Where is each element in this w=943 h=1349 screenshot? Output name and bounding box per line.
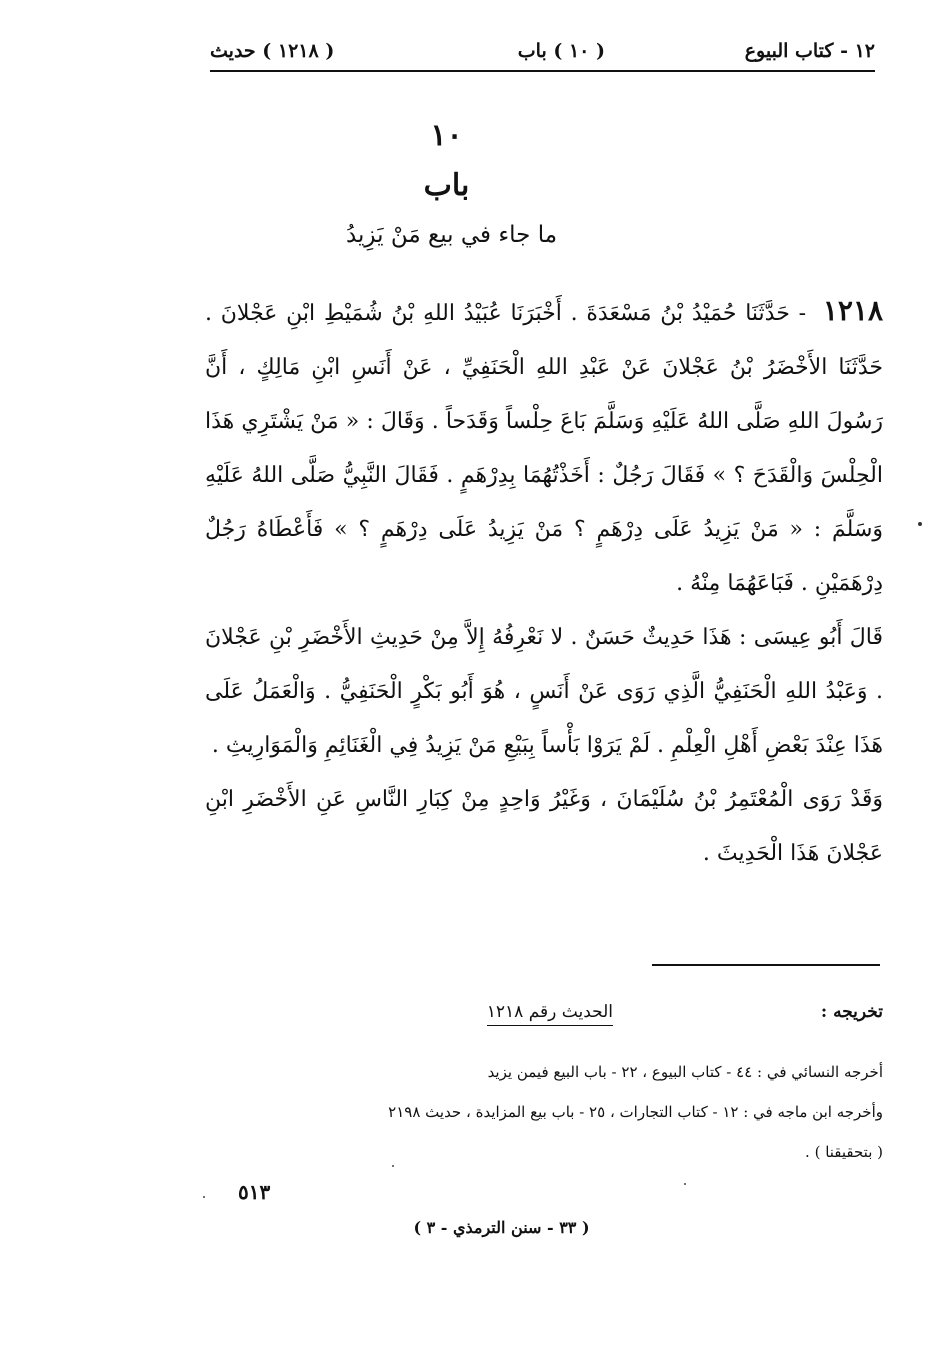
running-head-chapter: ( ١٠ ) باب [517, 40, 605, 62]
page-number: ٥١٣ [238, 1180, 271, 1204]
footnote-line: وأخرجه ابن ماجه في : ١٢ - كتاب التجارات ، ٢٥ - باب بيع المزايدة ، حديث ٢١٩٨ [388, 1103, 883, 1121]
narration-paragraph [205, 773, 883, 881]
narration-text: وَقَدْ رَوَى الْمُعْتَمِرُ بْنُ سُلَيْمَانَ ، وَغَيْرُ وَاحِدٍ مِنْ كِبَارِ النَّاسِ عَنِ الأَخْضَرِ ابْنِ عَجْلانَ هَذَا الْحَدِيثَ . [205, 787, 883, 866]
hadith-paragraph [205, 284, 883, 611]
running-head-hadith: ( ١٢١٨ ) حديث [210, 40, 335, 62]
main-text [205, 284, 883, 881]
takhrij-header [205, 1002, 883, 1036]
chapter-title: ما جاء في بيع مَنْ يَزِيدُ [345, 222, 558, 248]
running-head-book: ١٢ - كتاب البيوع [744, 40, 875, 62]
scan-speck [203, 1196, 205, 1198]
chapter-number: ١٠ [430, 118, 463, 153]
footnotes [205, 1052, 883, 1172]
footnote-separator [652, 964, 880, 966]
commentary-paragraph [205, 611, 883, 773]
takhrij-label: تخريجه : [820, 1002, 883, 1022]
running-head-rule [210, 70, 875, 72]
hadith-text: - حَدَّثَنَا حُمَيْدُ بْنُ مَسْعَدَةَ . أَخْبَرَنَا عُبَيْدُ اللهِ بْنُ شُمَيْطِ ابْنِ عَجْلانَ . حَدَّثَنَا الأَخْضَرُ بْنُ عَجْلانَ عَنْ عَبْدِ اللهِ الْحَنَفِيِّ ، عَنْ أَنَسِ ابْنِ مَالِكٍ ، أَنَّ رَسُولَ اللهِ صَلَّى اللهُ عَلَيْهِ وَسَلَّمَ بَاعَ حِلْساً وَقَدَحاً . وَقَالَ : « مَنْ يَشْتَرِي هَذَا الْحِلْسَ وَالْقَدَحَ ؟ » فَقَالَ رَجُلٌ : أَخَذْتُهُمَا بِدِرْهَمٍ . فَقَالَ النَّبِيُّ صَلَّى اللهُ عَلَيْهِ وَسَلَّمَ : « مَنْ يَزِيدُ عَلَى دِرْهَمٍ ؟ مَنْ يَزِيدُ عَلَى دِرْهَمٍ ؟ » فَأَعْطَاهُ رَجُلٌ دِرْهَمَيْنِ . فَبَاعَهُمَا مِنْهُ . [205, 301, 883, 596]
hadith-number: ١٢١٨ [822, 294, 883, 327]
running-head [210, 34, 875, 68]
scan-speck [392, 1165, 394, 1167]
signature-line: ( ٣٣ - سنن الترمذي - ٣ ) [413, 1218, 590, 1237]
scan-speck [684, 1183, 686, 1185]
takhrij-hadith-ref: الحديث رقم ١٢١٨ [487, 1002, 613, 1026]
commentary-text: قَالَ أَبُو عِيسَى : هَذَا حَدِيثٌ حَسَنٌ . لا نَعْرِفُهُ إِلاَّ مِنْ حَدِيثِ الأَخْضَرِ بْنِ عَجْلانَ . وَعَبْدُ اللهِ الْحَنَفِيُّ الَّذِي رَوَى عَنْ أَنَسٍ ، هُوَ أَبُو بَكْرٍ الْحَنَفِيُّ . وَالْعَمَلُ عَلَى هَذَا عِنْدَ بَعْضِ أَهْلِ الْعِلْمِ . لَمْ يَرَوْا بَأْساً بِبَيْعِ مَنْ يَزِيدُ فِي الْغَنَائِمِ وَالْمَوَارِيثِ . [205, 625, 883, 758]
margin-mark [918, 522, 922, 526]
footnote-line: ( بتحقيقنا ) . [805, 1143, 883, 1161]
chapter-label: باب [423, 168, 470, 203]
footnote-line: أخرجه النسائي في : ٤٤ - كتاب البيوع ، ٢٢ - باب البيع فيمن يزيد [487, 1063, 883, 1081]
